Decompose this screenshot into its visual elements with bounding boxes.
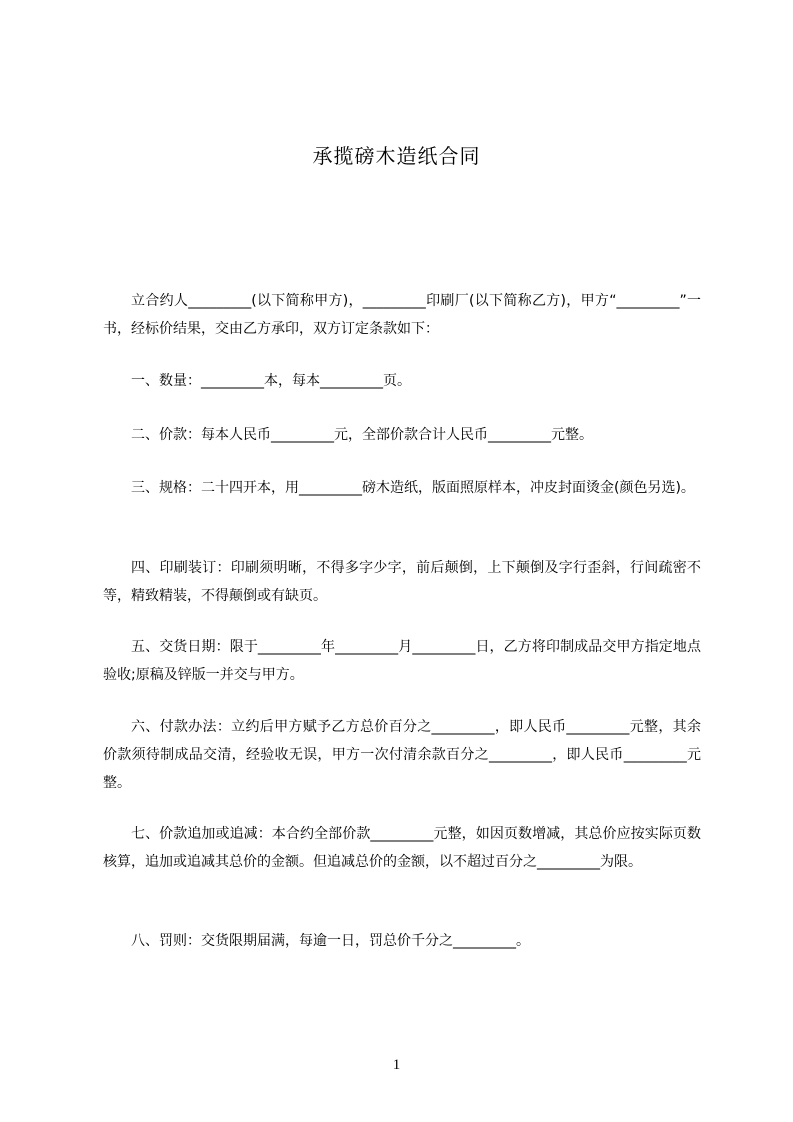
page-number: 1 <box>392 1057 401 1073</box>
document-title: 承揽磅木造纸合同 <box>312 144 481 168</box>
contract-preamble: 立合约人_________(以下简称甲方)，_________印刷厂(以下简称乙方)，甲方“_________”一书，经标价结果，交由乙方承印，双方订定条款如下： <box>103 293 701 337</box>
clause-printing-binding: 四、印刷装订：印刷须明晰，不得多字少字，前后颠倒，上下颠倒及字行歪斜，行间疏密不等，精致精装，不得颠倒或有缺页。 <box>103 560 701 604</box>
clause-penalty: 八、罚则：交货限期届满，每逾一日，罚总价千分之_________。 <box>131 933 530 949</box>
clause-price: 二、价款：每本人民币_________元，全部价款合计人民币_________元整。 <box>131 427 593 443</box>
clause-delivery-date: 五、交货日期：限于_________年_________月_________日，乙方将印制成品交甲方指定地点验收;原稿及锌版一并交与甲方。 <box>103 639 701 683</box>
clause-specification: 三、规格：二十四开本，用_________磅木造纸，版面照原样本，冲皮封面烫金(颜色另选)。 <box>131 480 695 496</box>
clause-quantity: 一、数量：_________本，每本_________页。 <box>131 373 411 389</box>
clause-payment-method: 六、付款办法：立约后甲方赋予乙方总价百分之_________，即人民币_________元整，其余价款须待制成品交清，经验收无误，甲方一次付清余款百分之_________，即人民币_________元整。 <box>103 719 701 791</box>
clause-price-adjustment: 七、价款追加或追减：本合约全部价款_________元整，如因页数增减，其总价应按实际页数核算，追加或追减其总价的金额。但追减总价的金额，以不超过百分之_________为限。 <box>103 826 701 870</box>
